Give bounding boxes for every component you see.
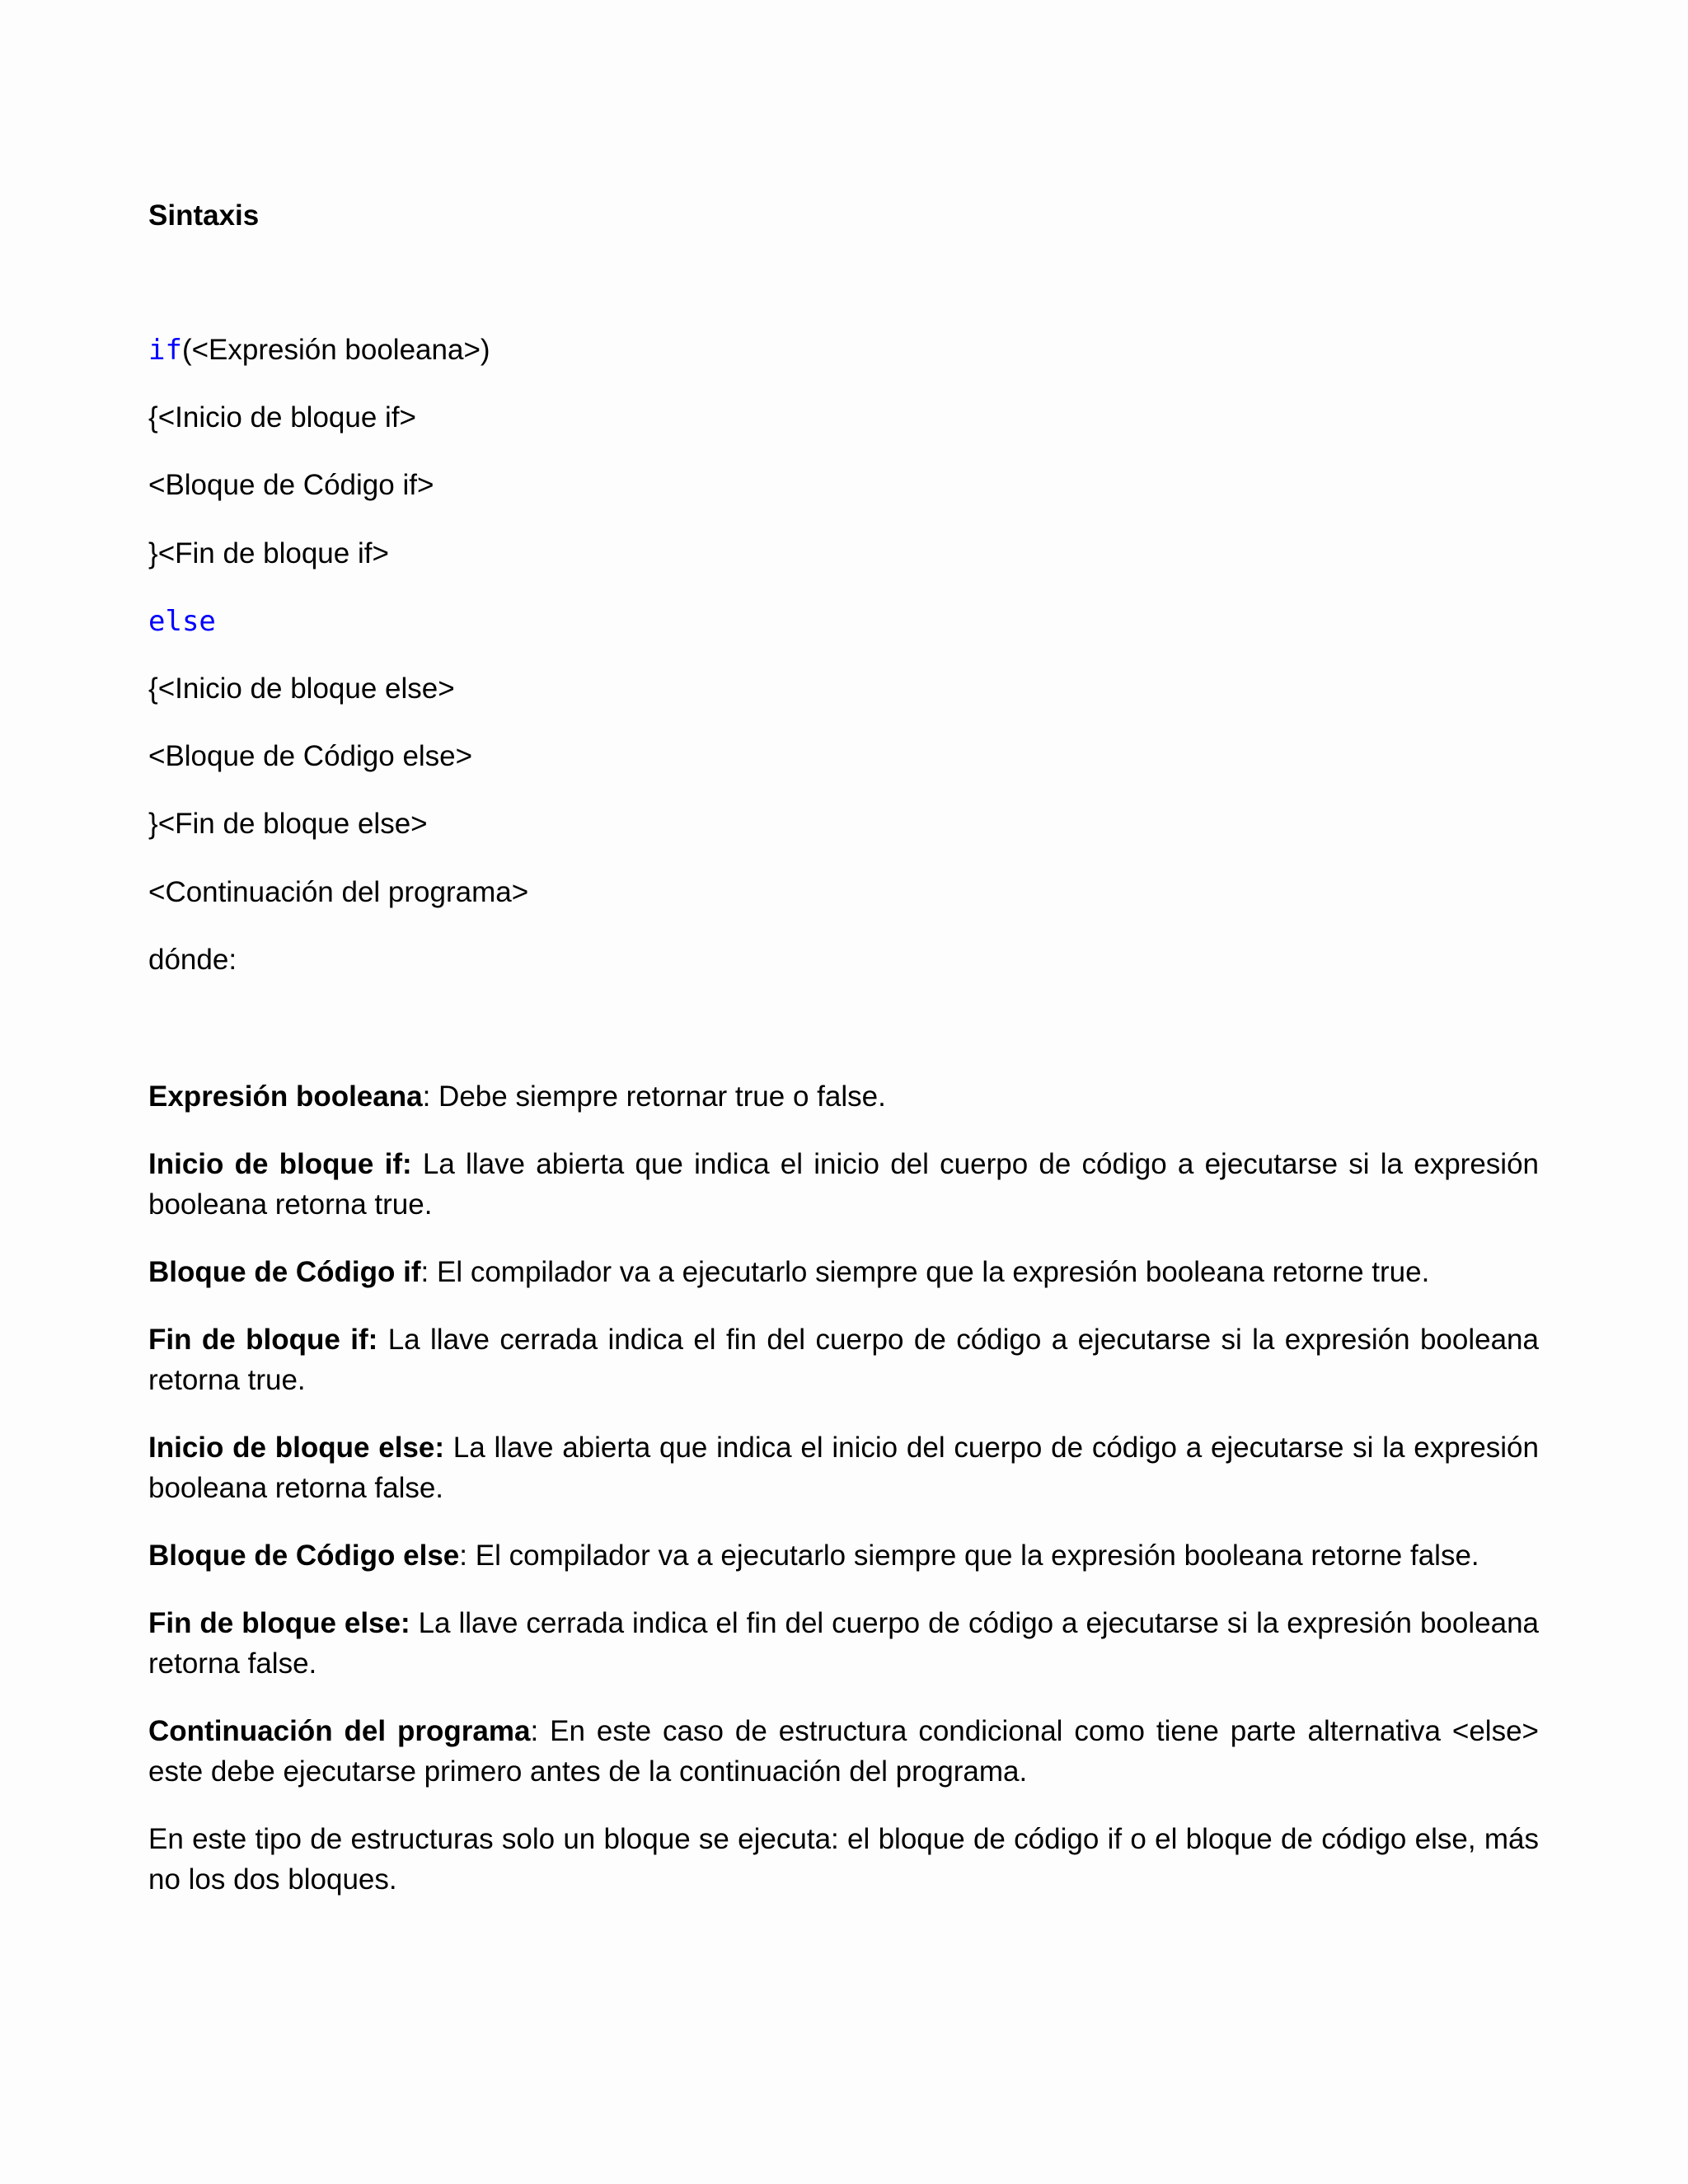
else-keyword: else [148,604,216,638]
syntax-line-if-start: {<Inicio de bloque if> [148,401,416,434]
definition-term: Inicio de bloque else: [148,1432,445,1464]
definition-text: La llave abierta que indica el inicio del cuerpo de código a ejecutarse si la expresión booleana retorna true. [148,1148,1540,1221]
if-keyword: if [148,334,182,367]
syntax-line-where: dónde: [148,943,237,976]
definition-text: Debe siempre retornar true o false. [438,1080,886,1113]
definition-separator [377,1324,387,1356]
definition-text: La llave cerrada indica el fin del cuerpo de código a ejecutarse si la expresión booleana retorna true. [148,1324,1539,1396]
definition-item [148,1603,1539,1684]
definition-text: La llave cerrada indica el fin del cuerpo de código a ejecutarse si la expresión booleana retorna false. [148,1607,1539,1680]
definition-separator [410,1607,419,1639]
definition-term: Inicio de bloque if: [148,1148,412,1180]
syntax-line-else-start: {<Inicio de bloque else> [148,672,455,705]
definition-text: El compilador va a ejecutarlo siempre que la expresión booleana retorne false. [475,1540,1479,1572]
syntax-line-if-end: }<Fin de bloque if> [148,537,389,569]
definition-term: Expresión booleana [148,1080,423,1113]
definition-term: Fin de bloque if: [148,1324,378,1356]
definition-text: La llave abierta que indica el inicio del cuerpo de código a ejecutarse si la expresión booleana retorna false. [148,1432,1539,1504]
definition-item [148,1319,1539,1400]
definition-term: Bloque de Código if [148,1256,421,1288]
syntax-line-else-code: <Bloque de Código else> [148,740,473,773]
definition-item [148,1711,1539,1792]
definitions-list [148,1076,1539,1900]
syntax-line-else-end: }<Fin de bloque else> [148,808,428,841]
definition-item [148,1076,1539,1117]
definition-separator: : [420,1256,437,1288]
syntax-line-if-code: <Bloque de Código if> [148,469,434,502]
syntax-line-else [148,601,528,642]
definition-separator: : [530,1715,551,1747]
syntax-block [148,330,528,1007]
definition-separator [444,1432,453,1464]
if-expression: (<Expresión booleana>) [181,334,490,366]
definition-term: Continuación del programa [148,1715,531,1747]
definition-term: Fin de bloque else: [148,1607,410,1639]
definition-text: El compilador va a ejecutarlo siempre que la expresión booleana retorne true. [436,1256,1430,1288]
definition-item [148,1535,1539,1576]
definition-item [148,1144,1539,1225]
definition-text: En este caso de estructura condicional como tiene parte alternativa <else> este debe ejecutarse primero antes de la continuación del programa. [148,1715,1539,1788]
document-page [148,0,1539,2184]
definition-item [148,1252,1539,1292]
syntax-line-continuation: <Continuación del programa> [148,875,529,908]
syntax-line-if [148,330,528,371]
definition-separator [412,1148,423,1180]
definition-separator: : [459,1540,476,1572]
definition-separator: : [422,1080,439,1113]
definition-item [148,1427,1539,1508]
closing-paragraph: En este tipo de estructuras solo un bloque se ejecuta: el bloque de código if o el bloque de código else, más no los dos bloques. [148,1823,1539,1896]
page-heading: Sintaxis [148,199,260,232]
definition-term: Bloque de Código else [148,1540,460,1572]
